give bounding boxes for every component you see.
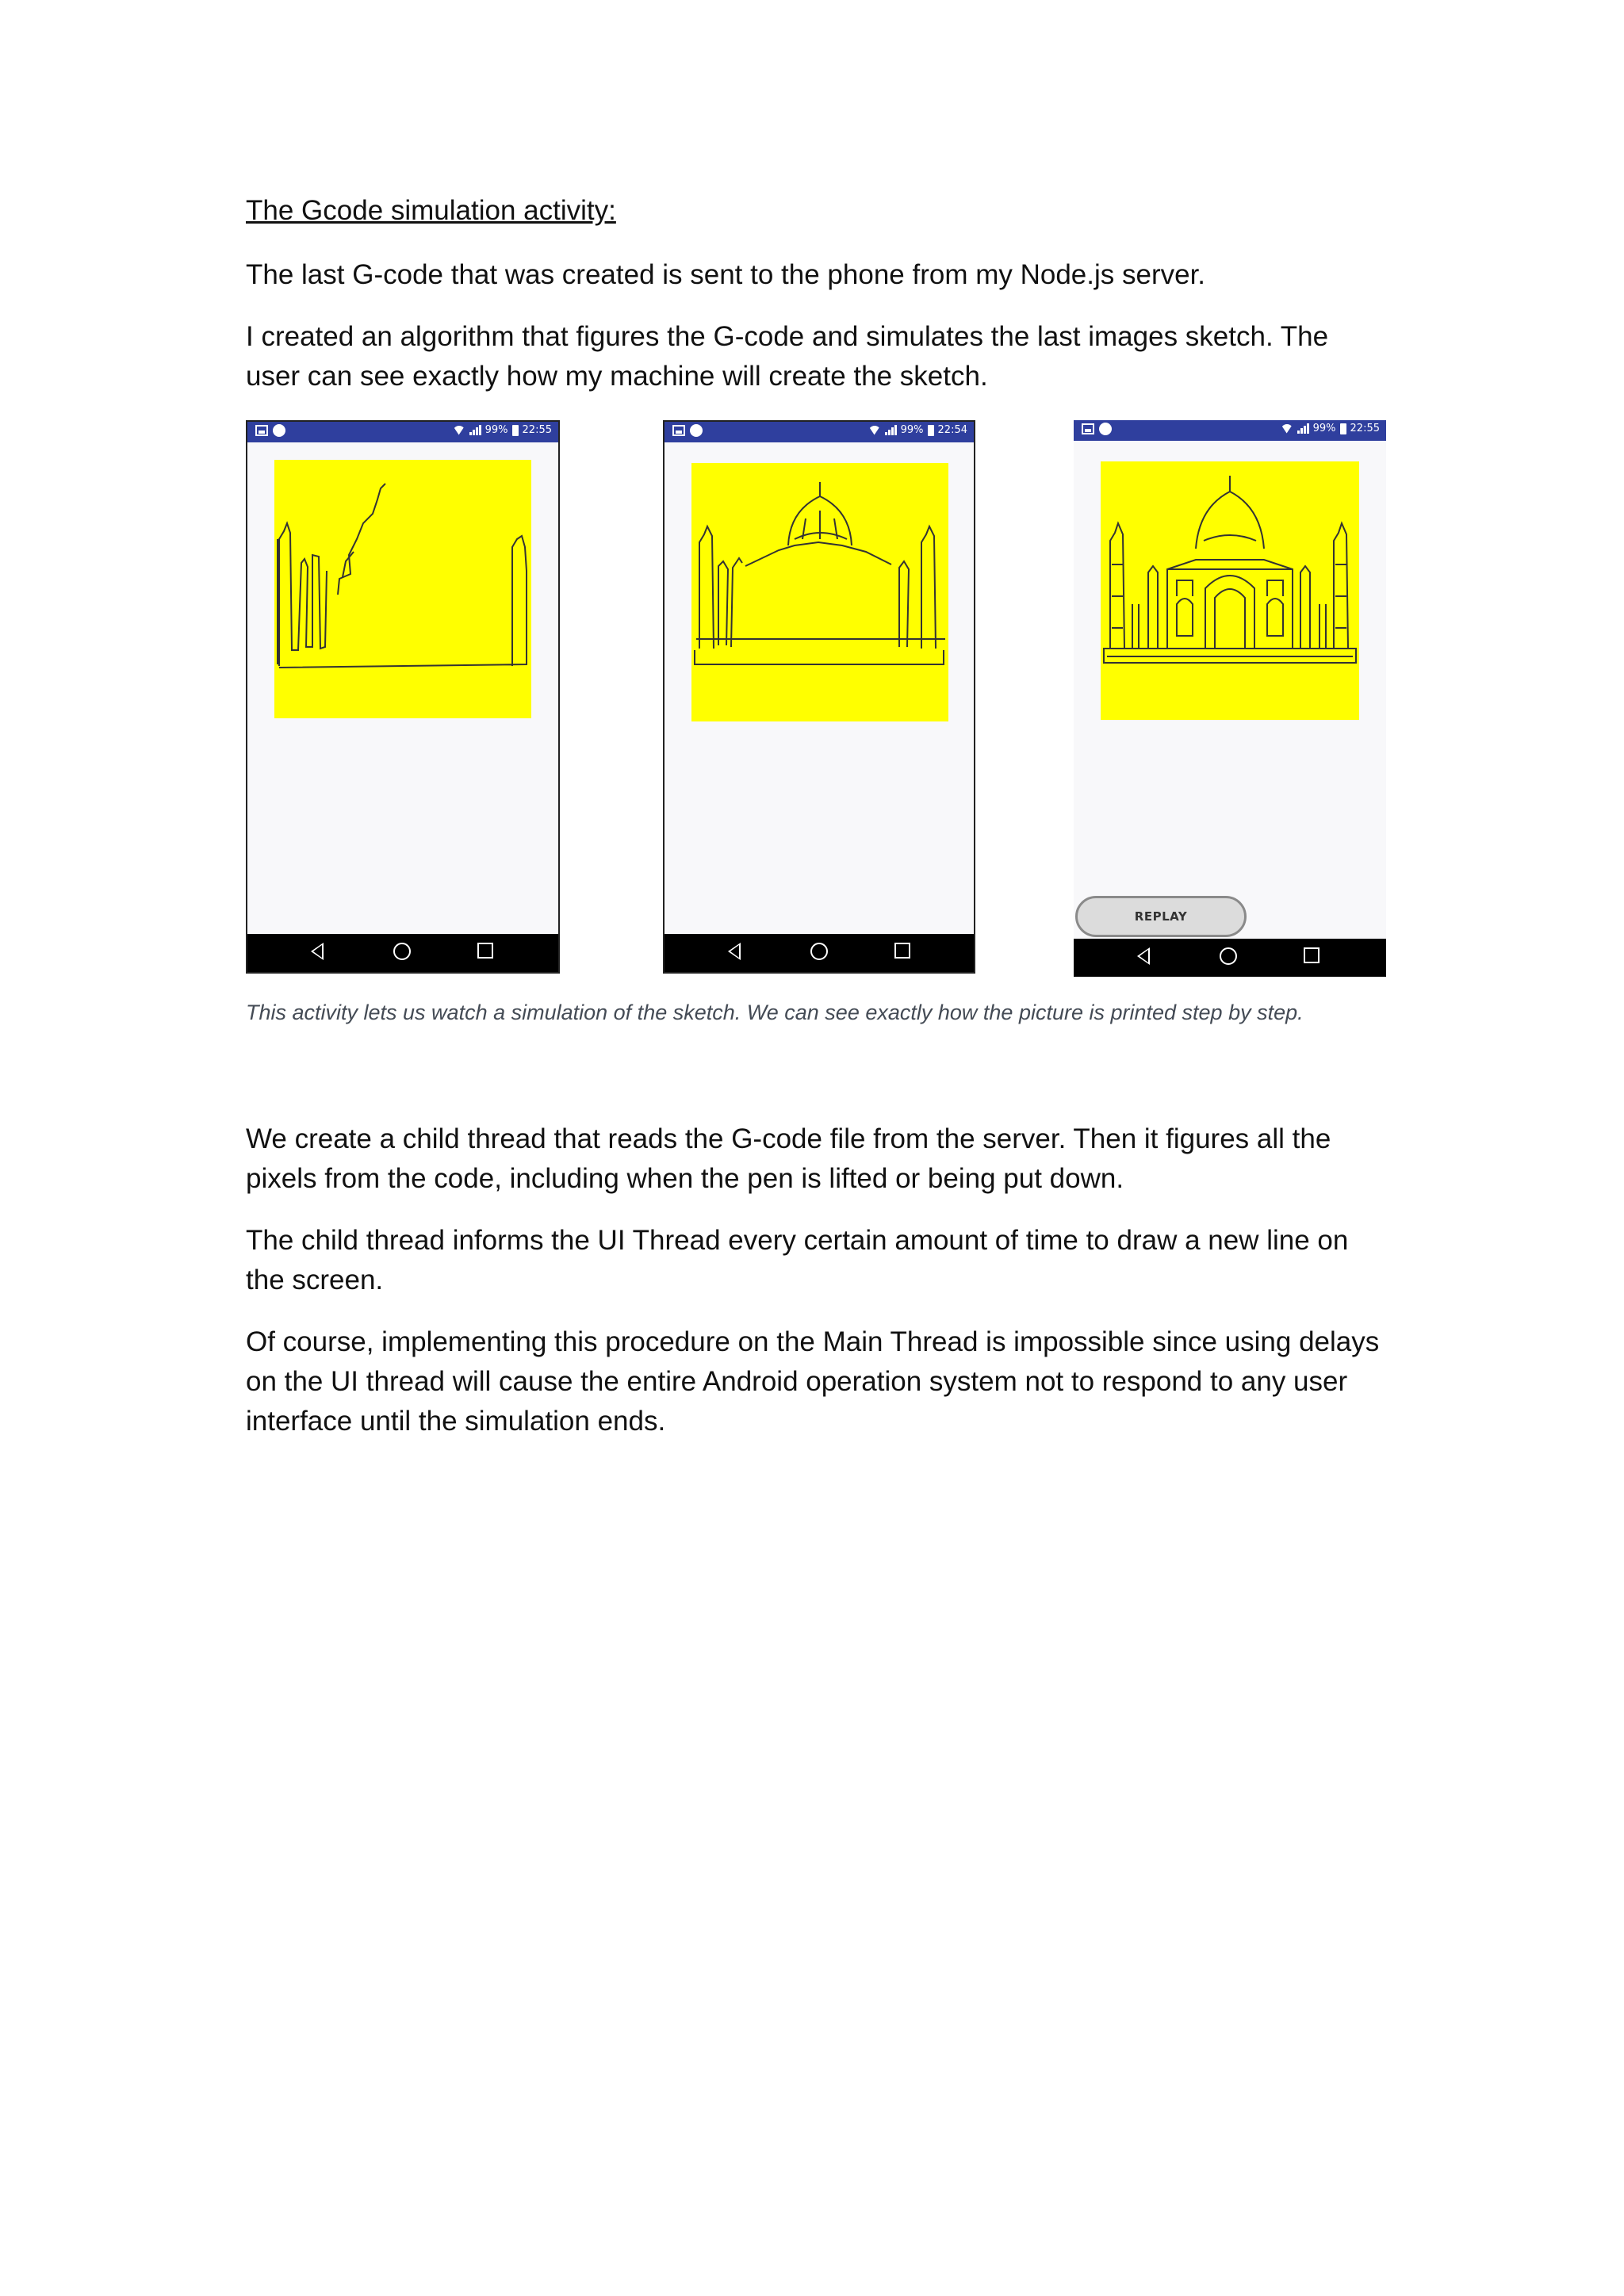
nav-bar [665,934,974,972]
replay-button[interactable]: REPLAY [1075,896,1247,937]
signal-icon [469,425,481,435]
figure-caption: This activity lets us watch a simulation of the sketch. We can see exactly how the picture is printed step by step. [246,1001,1304,1024]
phone-screenshot-2 [663,420,975,974]
back-icon[interactable] [311,943,324,960]
sketch-drawing [1101,461,1359,720]
home-icon[interactable] [1220,947,1237,965]
sketch-canvas [691,463,948,721]
recent-apps-icon[interactable] [1304,947,1320,963]
battery-icon [1340,423,1346,434]
paragraph-server: The last G-code that was created is sent to the phone from my Node.js server. [246,259,1206,290]
home-icon[interactable] [810,943,828,960]
signal-icon [1297,423,1309,434]
image-notification-icon [1082,423,1094,434]
battery-percent: 99% [900,424,924,436]
call-notification-icon [273,424,285,437]
back-icon[interactable] [1137,947,1150,965]
clock: 22:55 [522,424,552,436]
battery-percent: 99% [485,424,508,436]
battery-icon [512,425,519,436]
nav-bar [247,934,558,972]
recent-apps-icon[interactable] [477,943,493,959]
image-notification-icon [255,425,268,436]
back-icon[interactable] [728,943,741,960]
wifi-icon [1281,424,1293,434]
status-bar [247,422,558,442]
paragraph-ui-thread: The child thread informs the UI Thread every certain amount of time to draw a new line on the screen. [246,1225,1349,1295]
wifi-icon [868,426,881,435]
clock: 22:55 [1350,423,1380,434]
section-heading: The Gcode simulation activity: [246,195,616,226]
recent-apps-icon[interactable] [894,943,910,959]
image-notification-icon [672,425,685,436]
status-bar [665,422,974,442]
sketch-drawing [274,460,531,718]
call-notification-icon [690,424,703,437]
phone-screenshot-3 [1074,420,1386,977]
signal-icon [885,425,897,435]
status-bar [1074,420,1386,441]
paragraph-child-thread: We create a child thread that reads the G-code file from the server. Then it figures all the pixels from the code, including when the pen is lifted or being put down. [246,1123,1331,1194]
nav-bar [1074,939,1386,977]
battery-percent: 99% [1312,423,1336,434]
wifi-icon [453,426,465,435]
battery-icon [928,425,934,436]
sketch-drawing [691,463,948,721]
sketch-canvas [1101,461,1359,720]
call-notification-icon [1099,423,1112,435]
phone-screenshot-1 [246,420,560,974]
sketch-canvas [274,460,531,718]
clock: 22:54 [937,424,967,436]
home-icon[interactable] [393,943,411,960]
paragraph-algorithm: I created an algorithm that figures the G-code and simulates the last images sketch. The user can see exactly how my machine will create the sketch. [246,321,1329,392]
paragraph-main-thread: Of course, implementing this procedure on the Main Thread is impossible since using delays on the UI thread will cause the entire Android operation system not to respond to any user interface until the simulation ends. [246,1326,1380,1437]
